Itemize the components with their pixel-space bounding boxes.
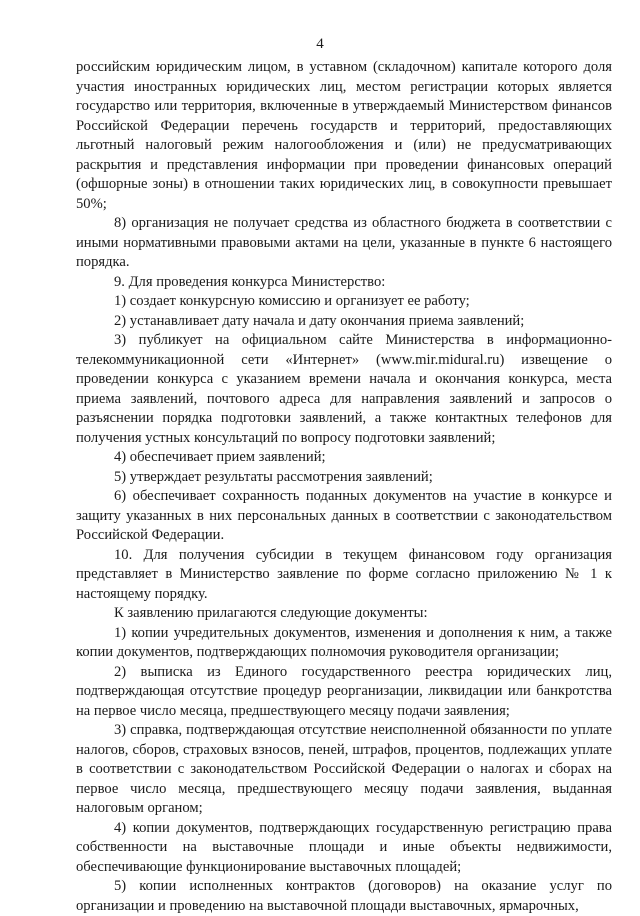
paragraph: 5) копии исполненных контрактов (договоров) на оказание услуг по организации и проведению на выставочной площади выставочных, ярмарочных,: [76, 878, 612, 914]
paragraph: 10. Для получения субсидии в текущем финансовом году организация представляет в Министерство заявление по форме согласно приложению № 1 к настоящему порядку.: [76, 546, 612, 602]
page-number: 4: [316, 36, 324, 52]
paragraph: 6) обеспечивает сохранность поданных документов на участие в конкурсе и защиту указанных в них персональных данных в соответствии с законодательством Российской Федерации.: [76, 488, 612, 543]
paragraph: 1) копии учредительных документов, изменения и дополнения к ним, а также копии документов, подтверждающих полномочия руководителя организации;: [76, 624, 612, 660]
paragraph: 8) организация не получает средства из областного бюджета в соответствии с иными нормативными правовыми актами на цели, указанные в пункте 6 настоящего порядка.: [76, 215, 612, 270]
paragraph: 4) копии документов, подтверждающих государственную регистрацию права собственности на выставочные площади и иные объекты недвижимости, обеспечивающие функционирование выставочных площадей;: [76, 819, 612, 875]
paragraph: 4) обеспечивает прием заявлений;: [114, 449, 326, 465]
paragraph: 2) устанавливает дату начала и дату окончания приема заявлений;: [114, 312, 525, 329]
paragraph: российским юридическим лицом, в уставном (складочном) капитале которого доля участия иностранных юридических лиц, местом регистрации которых является государство или территория, включенные в утверждаемый Министерством финансов Российской Федерации перечень государств и территорий, предоставляющих льготный налоговый режим налогообложения и (или) не предусматривающих раскрытия и представления информации при проведении финансовых операций (офшорные зоны) в отношении таких юридических лиц, в совокупности превышает 50%;: [76, 59, 612, 212]
paragraph: 2) выписка из Единого государственного реестра юридических лиц, подтверждающая отсутствие процедур реорганизации, ликвидации или банкротства на первое число месяца, предшествующего месяцу подачи заявления;: [76, 663, 612, 719]
document-body: [76, 58, 612, 916]
paragraph: 3) справка, подтверждающая отсутствие неисполненной обязанности по уплате налогов, сборов, страховых взносов, пеней, штрафов, процентов, подлежащих уплате в соответствии с законодательством Российской Федерации о налогах и сборах на первое число месяца, предшествующего месяцу подачи заявления, выданная налоговым органом;: [76, 722, 612, 816]
paragraph: 1) создает конкурсную комиссию и организует ее работу;: [114, 293, 470, 309]
paragraph: 5) утверждает результаты рассмотрения заявлений;: [114, 468, 433, 485]
paragraph: 9. Для проведения конкурса Министерство:: [114, 273, 386, 290]
paragraph: К заявлению прилагаются следующие документы:: [114, 605, 428, 621]
paragraph: 3) публикует на официальном сайте Министерства в информационно-телекоммуникационной сети «Интернет» (www.mir.midural.ru) извещение о проведении конкурса с указанием времени начала и окончания конкурса, места приема заявлений, почтового адреса для направления заявлений и запросов о разъяснении порядка подготовки заявлений, а также контактных телефонов для получения устных консультаций по вопросу подготовки заявлений;: [76, 332, 612, 446]
